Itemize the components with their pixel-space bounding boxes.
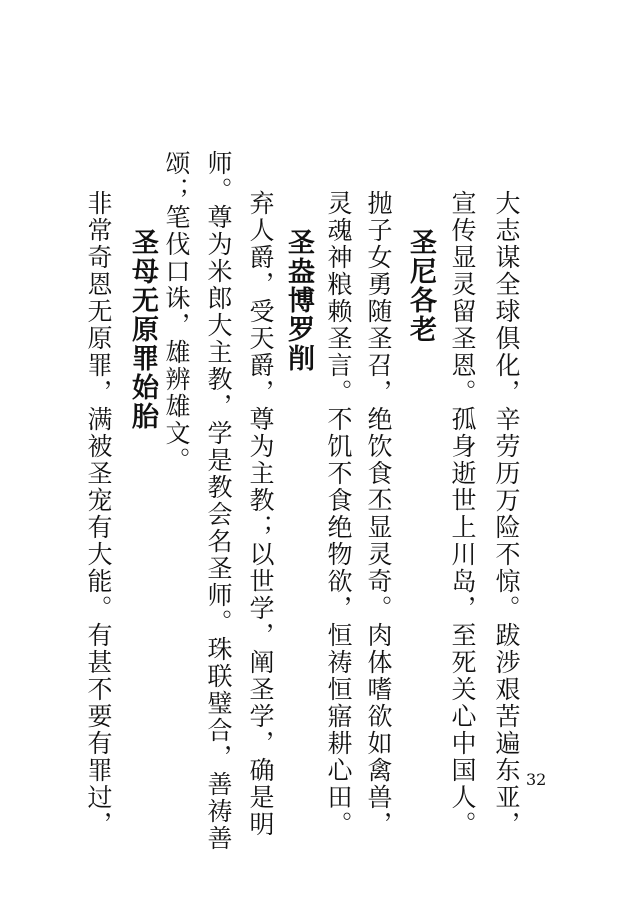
section-heading-st-nicholas: 圣尼各老 (405, 228, 436, 344)
text-column-8: 非常奇恩无原罪，满被圣宠有大能。有甚不要有罪过， (84, 190, 113, 838)
text-column-2: 宣传显灵留圣恩。孤身逝世上川岛，至死关心中国人。 (448, 190, 477, 838)
section-heading-st-ambrose: 圣盎博罗削 (283, 228, 314, 373)
text-column-4: 灵魂神粮赖圣言。不饥不食绝物欲，恒祷恒寤耕心田。 (324, 190, 353, 838)
text-column-1: 大志谋全球俱化，辛劳历万险不惊。跋涉艰苦遍东亚， (492, 190, 521, 838)
page-number: 32 (526, 770, 547, 789)
text-column-6: 师。尊为米郎大主教，学是教会名圣师。珠联璧合，善祷善 (204, 150, 233, 852)
section-heading-immaculate-conception: 圣母无原罪始胎 (127, 228, 158, 431)
text-column-5: 弃人爵，受天爵，尊为主教；以世学，阐圣学，确是明 (246, 190, 275, 838)
text-column-7: 颂；笔伐口诛，雄辨雄文。 (162, 150, 191, 474)
text-column-3: 抛子女勇随圣召，绝饮食丕显灵奇。肉体嗜欲如禽兽， (364, 190, 393, 838)
